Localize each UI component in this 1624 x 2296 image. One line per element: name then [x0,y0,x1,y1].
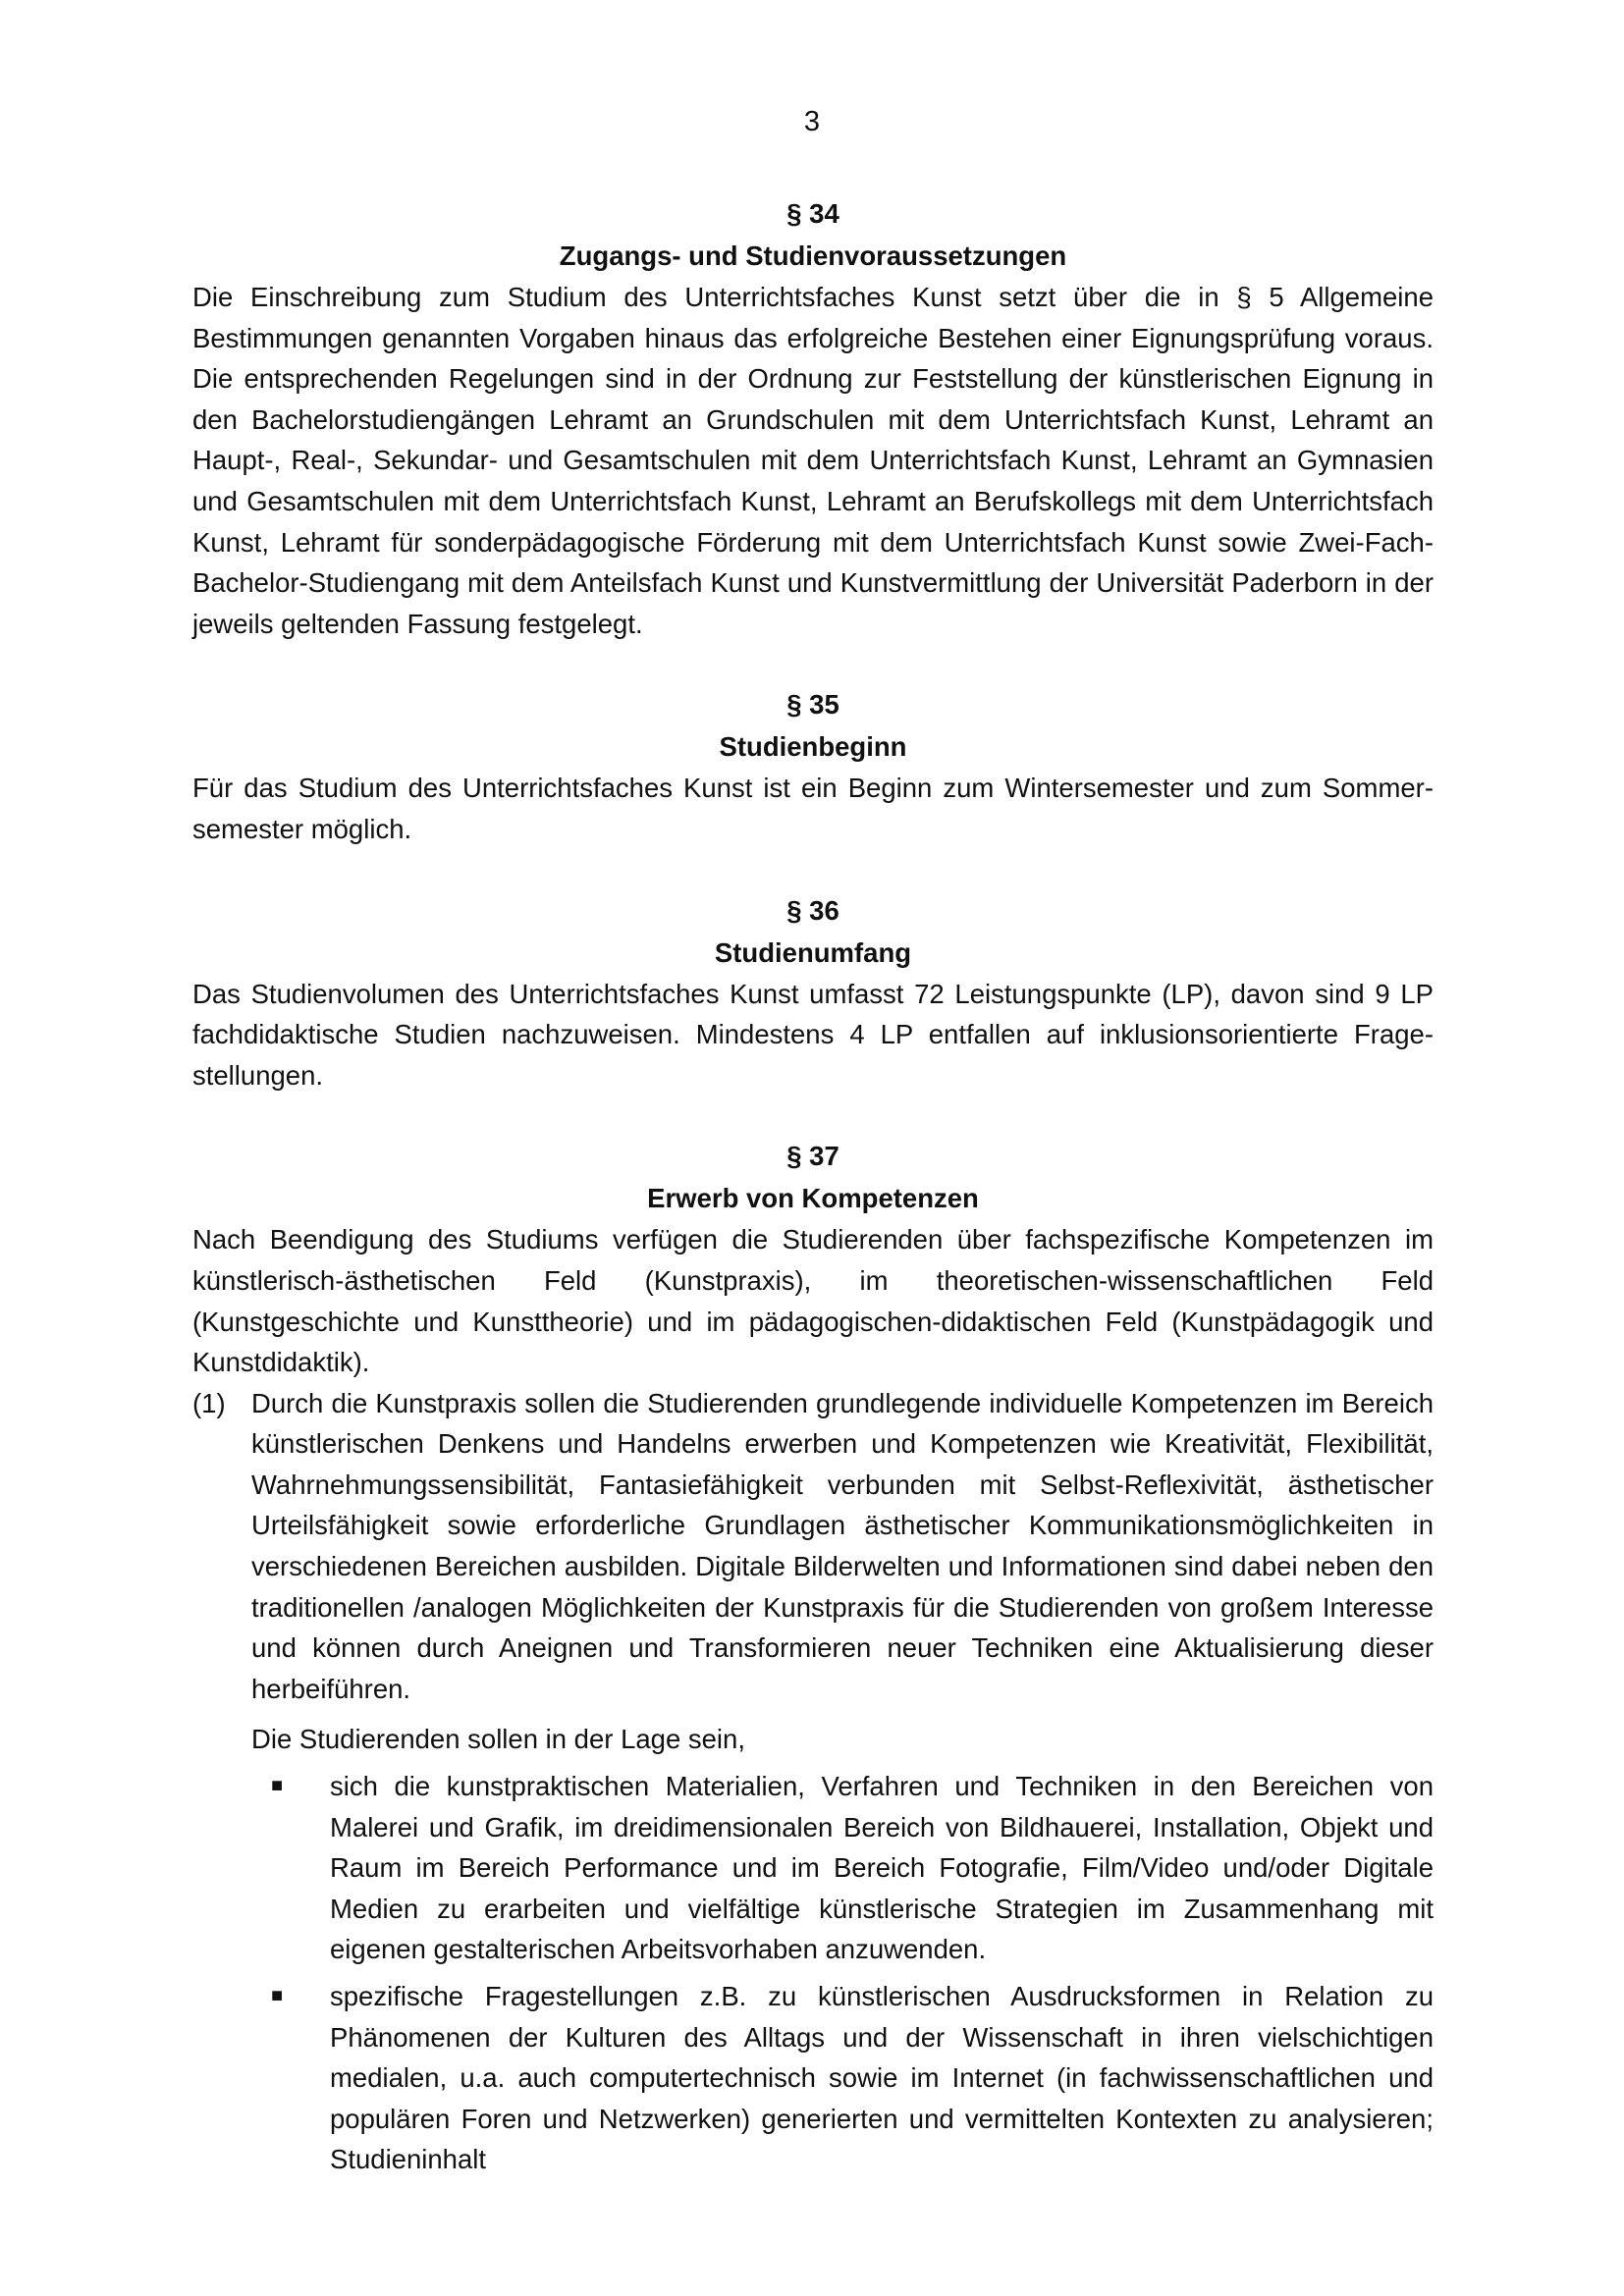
section-title: Zugangs- und Studienvoraussetzungen [559,240,1067,271]
list-item [251,1766,1434,1970]
section-34-heading [192,192,1434,277]
bullet-list [251,1766,1434,2180]
numbered-item [192,1383,1434,2180]
section-number: § 37 [786,1141,839,1172]
section-35-paragraph: Für das Studium des Unterrichtsfaches Kunst ist ein Beginn zum Wintersemester und zum Sommersemester möglich. [192,773,1434,844]
section-37-heading [192,1135,1434,1219]
page-number: 3 [803,106,821,137]
item-text: Durch die Kunstpraxis sollen die Studierenden grundlegende individuelle Kompetenzen im Bereich künstlerischen Denkens und Handelns erwerben und Kompetenzen wie Kreativität, Flexibilität, Wahrnehmungssensibilität, Fantasiefähigkeit verbunden mit Selbst-Reflexivität, ästhetischer Urteilsfähigkeit sowie erforderliche Grundlagen ästhetischer Kommunikationsmöglichkeiten in verschiedenen Bereichen ausbilden. Digitale Bilderwelten und Informationen sind dabei neben den traditionellen /analogen Möglichkeiten der Kunstpraxis für die Studierenden von großem Interesse und können durch Aneignen und Transformieren neuer Techniken eine Aktualisierung dieser herbeiführen. [251,1387,1434,1704]
list-item [251,1976,1434,2180]
item-lead: Die Studierenden sollen in der Lage sein, [251,1724,745,1755]
section-37-intro: Nach Beendigung des Studiums verfügen die Studierenden über fachspezifische Kompetenzen im künstlerisch-ästhetischen Feld (Kunstpraxis), im theoretischen-wissenschaftlichen Feld (Kunstgeschichte und Kunsttheorie) und im pädagogischen-didaktischen Feld (Kunstpädagogik und Kunstdidaktik). [192,1224,1434,1378]
section-title: Studienumfang [714,936,912,968]
section-36-paragraph: Das Studienvolumen des Unterrichtsfaches Kunst umfasst 72 Leistungspunkte (LP), davon sind 9 LP fachdidaktische Studien nachzuweisen. Mindestens 4 LP entfallen auf inklusionsorientierte Fragestellungen. [192,978,1434,1091]
section-title: Studienbeginn [719,731,907,763]
square-bullet-icon: ■ [271,1775,284,1797]
section-number: § 34 [786,198,839,229]
section-title: Erwerb von Kompetenzen [647,1183,979,1214]
item-label: (1) [192,1387,226,1418]
square-bullet-icon: ■ [271,1985,284,2006]
page-content [192,192,1434,2180]
bullet-text: spezifische Fragestellungen z.B. zu künstlerischen Ausdrucksformen in Relation zu Phänomenen der Kulturen des Alltags und der Wissenschaft in ihren vielschichtigen medialen, u.a. auch computertechnisch sowie im Internet (in fachwissenschaftlichen und populären Foren und Netzwerken) generierten und vermittelten Kontexten zu analysieren; Studieninhalt [330,1981,1434,2175]
section-number: § 36 [786,894,839,926]
bullet-text: sich die kunstpraktischen Materialien, Verfahren und Techniken in den Bereichen von Malerei und Grafik, im dreidimensionalen Bereich von Bildhauerei, Installation, Objekt und Raum im Bereich Performance und im Bereich Fotografie, Film/Video und/oder Digitale Medien zu erarbeiten und vielfältige künstlerische Strategien im Zusammenhang mit eigenen gestalterischen Arbeitsvorhaben anzuwenden. [330,1771,1434,1965]
section-number: § 35 [786,689,839,721]
section-36-heading [192,889,1434,974]
section-34-paragraph: Die Einschreibung zum Studium des Unterrichtsfaches Kunst setzt über die in § 5 Allgemeine Bestimmungen genannten Vorgaben hinaus das erfolgreiche Bestehen einer Eignungsprüfung voraus. Die entsprechenden Regelungen sind in der Ordnung zur Feststellung der künstlerischen Eignung in den Bachelorstudiengängen Lehramt an Grundschulen mit dem Unterrichtsfach Kunst, Lehramt an Haupt-, Real-, Sekundar- und Gesamtschulen mit dem Unterrichtsfach Kunst, Lehramt an Gymnasien und Gesamtschulen mit dem Unterrichtsfach Kunst, Lehramt an Berufskollegs mit dem Unterrichtsfach Kunst, Lehramt für sonderpädagogische Förderung mit dem Unterrichtsfach Kunst sowie Zwei-Fach-Bachelor-Studiengang mit dem Anteilsfach Kunst und Kunstvermittlung der Universität Paderborn in der jeweils geltenden Fassung festgelegt. [192,282,1434,639]
section-35-heading [192,683,1434,768]
